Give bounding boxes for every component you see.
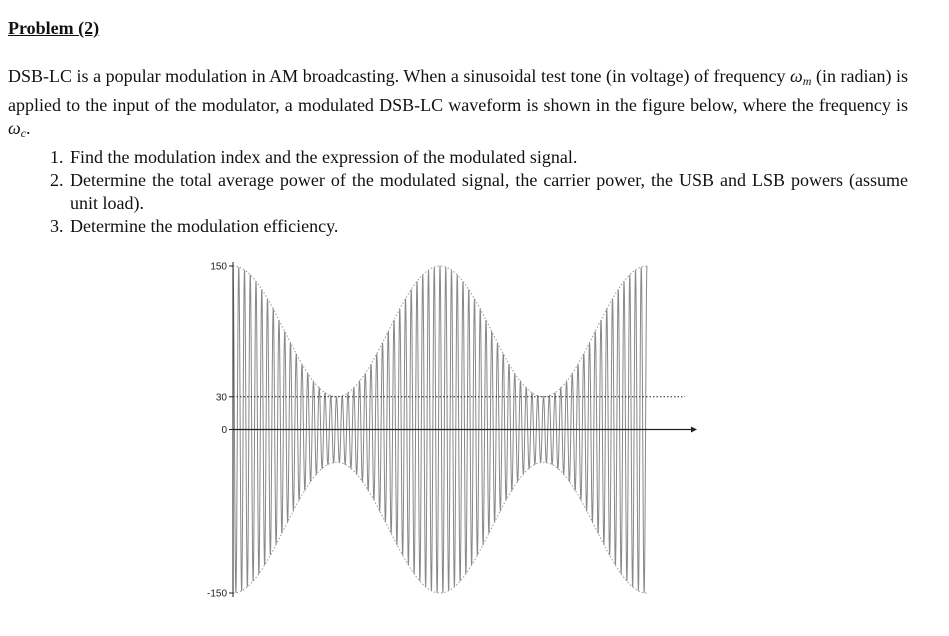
question-list (8, 146, 908, 238)
y-tick-label: 150 (210, 261, 227, 273)
intro-part-2: (in radian) is applied to the input of the modulator, a modulated DSB-LC waveform is shown in the figure below, where the frequency is (8, 66, 908, 115)
question-item: 2. Determine the total average power of the modulated signal, the carrier power, the USB and LSB powers (assume unit load). (68, 169, 908, 215)
am-waveform-figure (195, 245, 705, 625)
y-tick-label: -150 (206, 588, 227, 600)
lower-envelope (233, 462, 647, 593)
problem-title: Problem (2) (8, 18, 100, 38)
question-item: 1. Find the modulation index and the expression of the modulated signal. (68, 146, 908, 169)
omega-c-symbol: $\omega_c$ (8, 118, 27, 140)
problem-document (8, 18, 908, 238)
problem-statement (8, 65, 908, 146)
omega-m-symbol: $\omega_m$ (790, 66, 812, 88)
y-tick-label: 30 (215, 392, 227, 404)
intro-part-3: . (26, 118, 31, 138)
x-axis-arrow (691, 427, 697, 433)
y-tick-label: 0 (221, 425, 227, 436)
question-item: 3. Determine the modulation efficiency. (68, 215, 908, 238)
intro-part-1: DSB-LC is a popular modulation in AM broadcasting. When a sinusoidal test tone (in voltage) of frequency (8, 66, 791, 86)
waveform-chart (195, 245, 705, 625)
